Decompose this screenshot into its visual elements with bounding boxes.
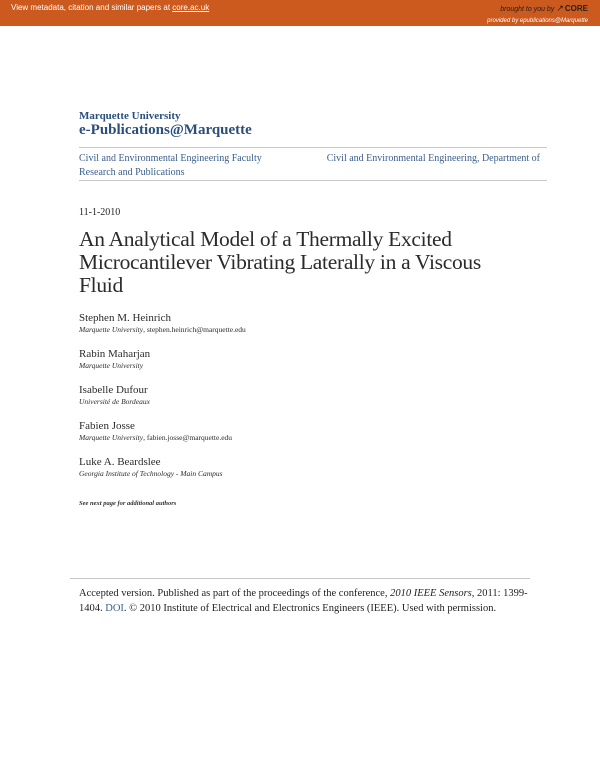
core-banner (0, 0, 600, 17)
core-metadata-text: View metadata, citation and similar papers at core.ac.uk (11, 3, 210, 12)
series-link-faculty[interactable]: Civil and Environmental Engineering Faculty Research and Publications (79, 153, 262, 178)
series-link-department[interactable]: Civil and Environmental Engineering, Department of (326, 153, 540, 164)
author-affiliation: Marquette University, stephen.heinrich@marquette.edu (79, 325, 246, 334)
author-name: Rabin Maharjan (79, 348, 151, 360)
core-provider-text: provided by epublications@Marquette (487, 18, 588, 24)
institution-name[interactable]: Marquette University (79, 110, 181, 122)
author-item (79, 455, 539, 479)
additional-authors-note: See next page for additional authors (79, 500, 177, 507)
publication-date: 11-1-2010 (79, 207, 121, 218)
core-provider-strip (0, 17, 600, 26)
author-name: Stephen M. Heinrich (79, 312, 171, 324)
author-item (79, 311, 539, 335)
doi-link[interactable]: DOI (105, 603, 124, 614)
core-link[interactable]: core.ac.uk (172, 3, 210, 12)
author-affiliation: Georgia Institute of Technology - Main Campus (79, 469, 223, 478)
core-brand[interactable]: brought to you by ↗CORE (500, 3, 588, 13)
repository-name[interactable]: e-Publications@Marquette (79, 122, 252, 138)
citation-divider (70, 578, 530, 579)
author-affiliation: Université de Bordeaux (79, 397, 150, 406)
author-affiliation: Marquette University, fabien.josse@marquette.edu (79, 433, 233, 442)
author-name: Fabien Josse (79, 420, 135, 432)
author-list (79, 311, 539, 491)
author-item (79, 419, 539, 443)
author-item (79, 347, 539, 371)
paper-title: An Analytical Model of a Thermally Excited Microcantilever Vibrating Laterally in a Viscous Fluid (79, 227, 481, 297)
series-divider (79, 180, 547, 181)
author-affiliation: Marquette University (79, 361, 144, 370)
author-item (79, 383, 539, 407)
header-divider (79, 147, 547, 148)
core-arrow-icon: ↗ (556, 3, 564, 13)
author-name: Luke A. Beardslee (79, 456, 161, 468)
citation-text: Accepted version. Published as part of the proceedings of the conference, 2010 IEEE Sensors, 2011: 1399-1404. DOI. © 2010 Institute of Electrical and Electronics Engineers (IEEE). Used with permission. (79, 588, 528, 614)
author-name: Isabelle Dufour (79, 384, 148, 396)
